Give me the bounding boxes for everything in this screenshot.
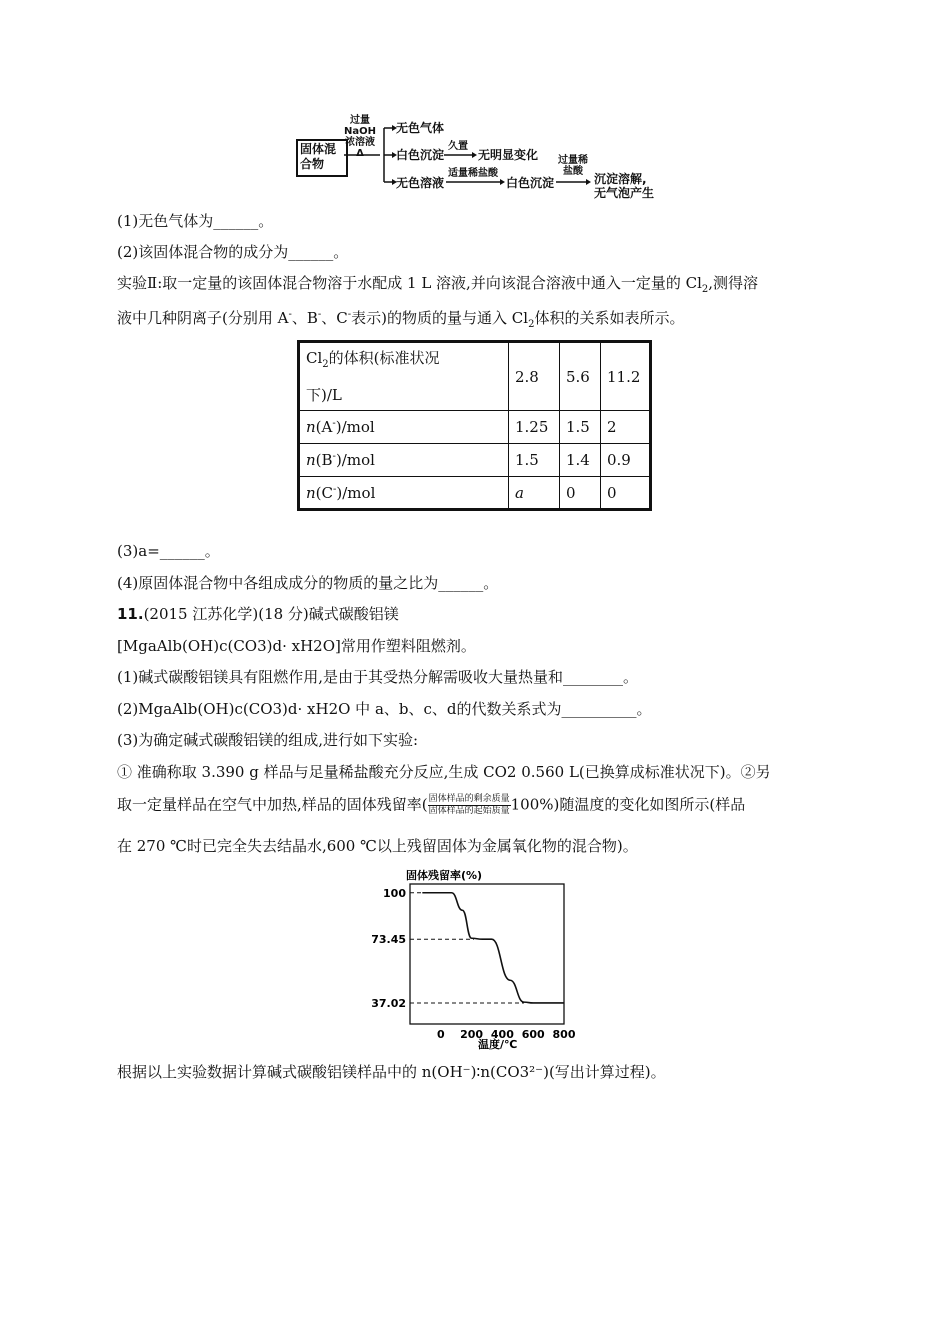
superscript: -: [332, 451, 336, 462]
unit-suffix: )/mol: [335, 418, 375, 436]
chart-xlabel: 温度/℃: [478, 1038, 518, 1051]
question-title-text: (2015 江苏化学)(18 分)碱式碳酸铝镁: [143, 605, 399, 623]
step2-text: 100%)随温度的变化如图所示(样品: [510, 795, 746, 814]
flow-branch3-cond2-line: 盐酸: [563, 166, 583, 177]
fraction-numerator: 固体样品的剩余质量: [428, 794, 510, 804]
exp2-text: 实验Ⅱ:取一定量的该固体混合物溶于水配成 1 L 溶液,并向该混合溶液中通入一定量的 Cl: [117, 274, 702, 292]
exp2-text: 体积的关系如表所示。: [534, 309, 685, 327]
residue-chart: [360, 866, 590, 1054]
y-tick-label: 100: [383, 886, 406, 900]
x-tick-label: 200: [460, 1028, 484, 1041]
unit-suffix: )/mol: [335, 451, 375, 469]
question-11-part-1: (1)碱式碳酸铝镁具有阻燃作用,是由于其受热分解需吸收大量热量和________。: [117, 668, 639, 686]
superscript: -: [288, 309, 292, 320]
flow-branch2-cond: 久置: [448, 141, 468, 152]
flow-reagent1-line: 浓溶液: [345, 137, 375, 148]
question-11-part-3: (3)为确定碱式碳酸铝镁的组成,进行如下实验:: [117, 731, 419, 749]
table-cell: 1.4: [560, 444, 601, 477]
question-number: 11.: [117, 605, 144, 623]
superscript: -: [333, 483, 337, 495]
superscript: -: [347, 309, 352, 320]
flow-branch1: 无色气体: [396, 121, 445, 135]
flow-branch3-result: 白色沉淀: [506, 176, 555, 190]
table-header-label: [299, 342, 509, 411]
table-header-value: 11.2: [601, 342, 651, 411]
flow-reagent1-line: 过量: [350, 115, 370, 126]
residue-curve: [422, 893, 564, 1003]
flow-branch3-cond2: [558, 155, 588, 177]
exp2-text: 、B: [291, 309, 318, 327]
part2-text: (2)MgaAlb(OH)c(CO3)d· xH2O 中 a、b、c、d的代数关系式为: [117, 700, 562, 718]
exp2-text: 、C: [321, 309, 348, 327]
italic-n: n: [306, 451, 316, 469]
experiment-2-line-2: [117, 305, 684, 335]
table-cell: 1.5: [509, 444, 560, 477]
question-11-step-1: ① 准确称取 3.390 g 样品与足量稀盐酸充分反应,生成 CO2 0.560 L(已换算成标准状况下)。②另: [117, 763, 771, 781]
reference-lines: [410, 893, 524, 1003]
fraction-denominator: 固体样品的起始质量: [428, 806, 510, 816]
part2-blank: __________。: [561, 700, 652, 718]
subscript: 2: [322, 359, 329, 370]
italic-n: n: [306, 483, 316, 502]
x-tick-label: 600: [521, 1028, 545, 1041]
exp2-text: 液中几种阴离子(分别用 A: [117, 309, 289, 327]
header-text: 下)/L: [306, 386, 342, 404]
question-11-step-2: [117, 794, 745, 817]
flow-branch3-final-line: 沉淀溶解,: [594, 172, 647, 186]
experiment-2-line-1: [117, 273, 758, 300]
table-row-label: n(C-)/mol: [299, 477, 509, 510]
flow-reagent1-line: Δ: [356, 148, 364, 159]
italic-n: n: [306, 418, 316, 436]
superscript: -: [332, 418, 336, 429]
flow-branch3-cond2-line: 过量稀: [558, 155, 588, 166]
flow-branch2-result: 无明显变化: [478, 148, 539, 162]
final-question: 根据以上实验数据计算碱式碳酸铝镁样品中的 n(OH⁻)∶n(CO3²⁻)(写出计算过程)。: [117, 1063, 666, 1081]
table-cell: 0: [601, 477, 651, 510]
question-1: (1)无色气体为______。: [117, 212, 274, 230]
residue-fraction: [428, 794, 511, 817]
y-tick-label: 37.02: [371, 996, 406, 1010]
flow-start-label: 固体混合物: [300, 142, 337, 171]
y-tick-label: 73.45: [371, 933, 406, 947]
question-11-part-2: [117, 699, 652, 719]
question-3: (3)a=______。: [117, 542, 220, 560]
x-tick-label: 400: [490, 1028, 514, 1041]
exp2-text: ,测得溶: [708, 274, 759, 292]
subscript: 2: [701, 284, 709, 295]
header-text: 的体积(标准状况: [328, 349, 440, 367]
question-11-title: [117, 604, 399, 624]
flow-branch3-cond: 适量稀盐酸: [448, 168, 498, 179]
table-cell: a: [509, 477, 560, 510]
flow-branch3: 无色溶液: [396, 176, 445, 190]
flow-branch3-final-line: 无气泡产生: [594, 186, 655, 200]
flow-branch2: 白色沉淀: [396, 148, 445, 162]
flow-reagent1-line: NaOH: [344, 126, 376, 137]
header-text: Cl: [306, 349, 323, 367]
table-cell: 0.9: [601, 444, 651, 477]
data-table: [297, 340, 652, 511]
table-cell: 1.5: [560, 411, 601, 444]
unit-suffix: )/mol: [336, 483, 376, 502]
flow-branch3-final: [594, 172, 654, 200]
table-row: [299, 444, 651, 477]
table-row: [299, 411, 651, 444]
x-tick-label: 800: [552, 1028, 576, 1041]
subscript: 2: [528, 319, 535, 330]
question-11-formula: [MgaAlb(OH)c(CO3)d· xH2O]常用作塑料阻燃剂。: [117, 637, 476, 655]
question-4: (4)原固体混合物中各组成成分的物质的量之比为______。: [117, 574, 499, 592]
question-11-step-2-cont: 在 270 ℃时已完全失去结晶水,600 ℃以上残留固体为金属氧化物的混合物)。: [117, 837, 638, 855]
table-header-value: 5.6: [560, 342, 601, 411]
y-tick-labels: [371, 887, 406, 1010]
table-row-label: n(A-)/mol: [299, 411, 509, 444]
chart-title: 固体残留率(%): [406, 869, 483, 882]
question-2: (2)该固体混合物的成分为______。: [117, 243, 349, 261]
table-row-label: n(B-)/mol: [299, 444, 509, 477]
table-header-row: [299, 342, 651, 411]
table-cell: 0: [560, 477, 601, 510]
superscript: -: [317, 309, 322, 320]
table-header-value: 2.8: [509, 342, 560, 411]
table-cell: 2: [601, 411, 651, 444]
x-tick-label: 0: [436, 1028, 445, 1041]
exp2-text: 表示)的物质的量与通入 Cl: [351, 309, 529, 327]
table-row: [299, 477, 651, 510]
step2-text: 取一定量样品在空气中加热,样品的固体残留率(: [117, 795, 428, 814]
table-cell: 1.25: [509, 411, 560, 444]
